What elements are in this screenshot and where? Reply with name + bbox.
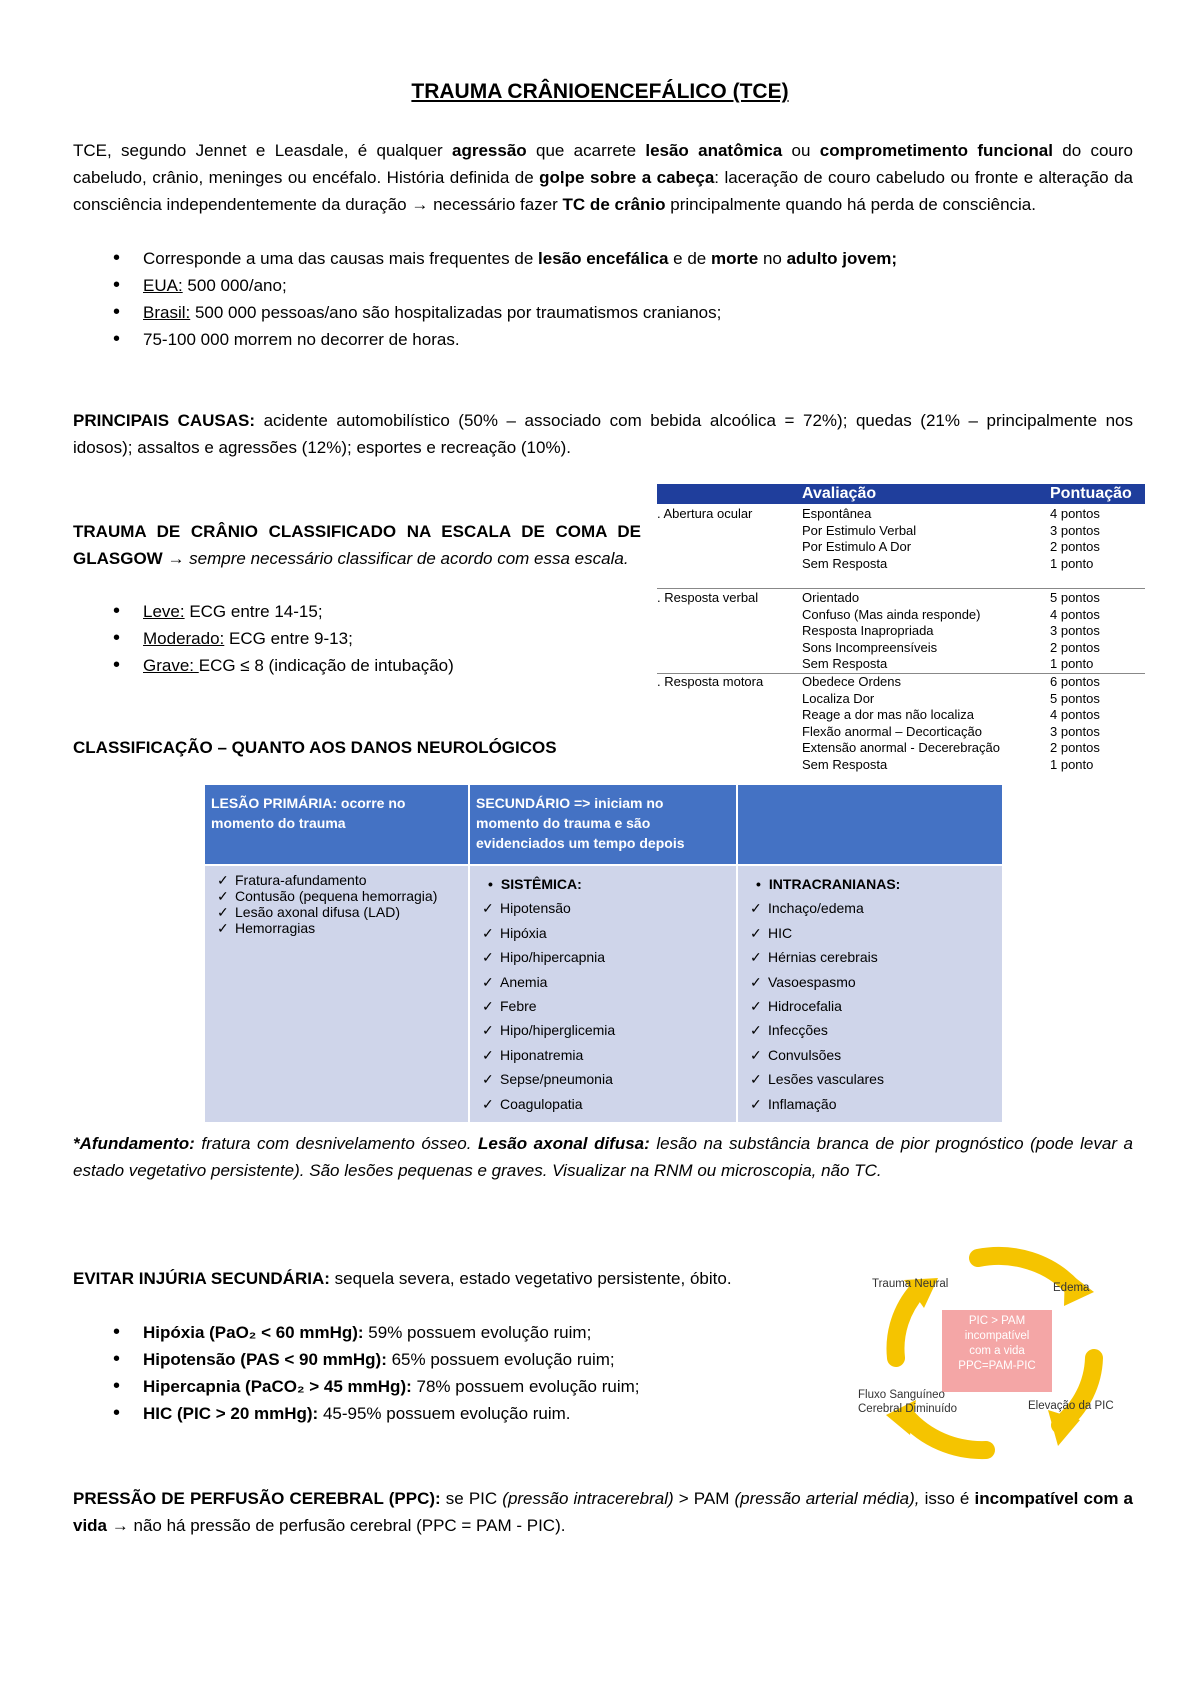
points-value: 1 ponto — [1050, 756, 1094, 772]
item-label: Orientado — [802, 590, 860, 605]
causes-text: acidente automobilístico (50% – associado com bebida alcoólica = 72%); quedas (21% – principalmente nos idosos); assaltos e agressões (12%); esportes e recreação (10%). — [73, 411, 1134, 457]
intro-bullet-list — [73, 245, 1133, 353]
column-header: Avaliação — [802, 485, 877, 502]
points-value: 1 ponto — [1050, 656, 1094, 671]
points-value: 3 pontos — [1050, 723, 1100, 739]
glasgow-scale-table — [657, 484, 1145, 774]
ppc-italic: (pressão arterial média), — [734, 1489, 920, 1508]
points-value: 3 pontos — [1050, 623, 1100, 638]
item-label: Por Estimulo Verbal — [802, 522, 917, 538]
cycle-node-label: Trauma Neural — [872, 1278, 949, 1290]
note-text: lesão na substância branca de pior prognóstico (pode levar a estado vegetativo persistente). São lesões pequenas e graves. Visualizar na RNM ou microscopia, não TC. — [73, 1134, 1133, 1180]
cycle-node-label: Elevação da PIC — [1028, 1400, 1114, 1412]
points-value: 2 pontos — [1050, 639, 1100, 655]
list-item — [73, 652, 641, 679]
glasgow-note: sempre necessário classificar de acordo com essa escala. — [184, 549, 629, 568]
classification-table — [205, 785, 1002, 1122]
list-item: ✓ Fratura-afundamento — [217, 872, 464, 888]
bullet-label: Brasil: — [143, 303, 191, 322]
secondary-list — [73, 1319, 828, 1427]
level-label: Grave: — [143, 656, 199, 675]
list-item: ✓ HIC — [750, 921, 998, 945]
ppc-text: isso é — [919, 1489, 975, 1508]
intracranial-column — [738, 785, 1002, 1122]
list-item: ✓ Hidrocefalia — [750, 994, 998, 1018]
glasgow-paragraph — [73, 518, 641, 572]
cycle-node-label: Fluxo Sanguíneo Cerebral Diminuído — [858, 1389, 958, 1415]
secondary-text: sequela severa, estado vegetativo persistente, óbito. — [329, 1269, 732, 1288]
list-item — [73, 1319, 828, 1346]
list-item: ✓ Contusão (pequena hemorragia) — [217, 888, 464, 904]
list-item: ✓ Hipo/hipercapnia — [482, 945, 732, 969]
cycle-node-label: Edema — [1053, 1282, 1090, 1294]
intro-text: TCE, segundo Jennet e Leasdale, é qualquer — [73, 141, 452, 160]
list-item: ✓ Inflamação — [750, 1092, 998, 1116]
secondary-paragraph — [73, 1265, 828, 1292]
bullet-bold: adulto jovem; — [786, 249, 898, 268]
arrow-icon: → — [411, 195, 429, 214]
column-header: Pontuação — [1050, 485, 1132, 502]
list-item — [73, 299, 1133, 326]
item-label: Localiza Dor — [802, 690, 875, 706]
list-item: ✓ Lesões vasculares — [750, 1067, 998, 1091]
list-item: ✓ Coagulopatia — [482, 1092, 732, 1116]
item-label: Reage a dor mas não localiza — [802, 707, 974, 722]
ppc-text: não há pressão de perfusão cerebral (PPC = PAM - PIC). — [128, 1516, 566, 1535]
item-bold: HIC (PIC > 20 mmHg): — [143, 1404, 319, 1423]
level-label: Moderado: — [143, 629, 225, 648]
item-label: Sem Resposta — [802, 656, 888, 671]
primary-column — [205, 785, 468, 1122]
center-line: PPC=PAM-PIC — [958, 1360, 1036, 1372]
intro-text: que acarrete — [526, 141, 646, 160]
column-header: LESÃO PRIMÁRIA: ocorre no momento do trauma — [205, 785, 468, 864]
note-bold: Lesão axonal difusa: — [477, 1134, 650, 1153]
intro-text: : laceração de couro cabeludo ou fronte e alteração da consciência independentemente da duração — [73, 168, 1133, 214]
list-item: ✓ Anemia — [482, 970, 732, 994]
intro-text: principalmente quando há perda de consciência. — [665, 195, 1036, 214]
item-label: Espontânea — [802, 506, 872, 521]
bullet-text: e de — [668, 249, 711, 268]
points-value: 1 ponto — [1050, 555, 1094, 571]
list-item: ✓ Lesão axonal difusa (LAD) — [217, 904, 464, 920]
items-column — [802, 590, 981, 673]
intro-text: do couro cabeludo, crânio, meninges ou encéfalo. História definida de — [73, 141, 1133, 187]
note-bold: *Afundamento: — [73, 1134, 195, 1153]
note-paragraph — [73, 1130, 1133, 1184]
center-line: com a vida — [969, 1345, 1025, 1357]
points-value: 3 pontos — [1050, 522, 1100, 538]
list-item: ✓ Hipotensão — [482, 896, 732, 920]
arrow-icon: → — [111, 1516, 129, 1535]
ppc-bold: incompatível com a vida — [73, 1489, 1133, 1535]
list-item — [73, 1400, 828, 1427]
arrow-icon: → — [167, 549, 185, 568]
bullet-text: 500 000/ano; — [182, 276, 287, 295]
page-title: TRAUMA CRÂNIOENCEFÁLICO (TCE) — [411, 80, 789, 103]
list-item: ✓ Hemorragias — [217, 920, 464, 936]
divider — [657, 588, 1145, 589]
points-column — [1050, 506, 1100, 572]
item-text: 59% possuem evolução ruim; — [363, 1323, 592, 1342]
points-value: 2 pontos — [1050, 539, 1100, 554]
list-item: ✓ Febre — [482, 994, 732, 1018]
category-label: . Resposta verbal — [657, 590, 759, 605]
ppc-italic: (pressão intracerebral) — [502, 1489, 674, 1508]
intro-bold: comprometimento funcional — [819, 141, 1053, 160]
column-body — [205, 866, 468, 1122]
group-title: • INTRACRANIANAS: — [750, 872, 998, 896]
item-label: Extensão anormal - Decerebração — [802, 740, 1000, 755]
items-column — [802, 506, 916, 572]
category-label: . Abertura ocular — [657, 506, 753, 521]
bullet-text: 500 000 pessoas/ano são hospitalizadas por traumatismos cranianos; — [190, 303, 722, 322]
item-label: Por Estimulo A Dor — [802, 539, 912, 554]
glasgow-title: TRAUMA DE CRÂNIO CLASSIFICADO NA ESCALA DE COMA DE GLASGOW — [73, 522, 641, 568]
ppc-label: PRESSÃO DE PERFUSÃO CEREBRAL (PPC): — [73, 1489, 441, 1508]
bullet-bold: lesão encefálica — [538, 249, 669, 268]
cycle-center-text — [942, 1314, 1052, 1374]
center-line: incompatível — [964, 1330, 1030, 1342]
item-bold: Hipotensão (PAS < 90 mmHg): — [143, 1350, 387, 1369]
ppc-paragraph — [73, 1485, 1133, 1539]
item-bold: Hipercapnia (PaCO₂ > 45 mmHg): — [143, 1377, 412, 1396]
points-value: 5 pontos — [1050, 690, 1100, 706]
note-text: fratura com desnivelamento ósseo. — [194, 1134, 478, 1153]
list-item: ✓ Hiponatremia — [482, 1043, 732, 1067]
intro-paragraph — [73, 137, 1133, 218]
ppc-text: > PAM — [673, 1489, 735, 1508]
bullet-label: EUA: — [143, 276, 183, 295]
points-value: 4 pontos — [1050, 606, 1100, 622]
intro-bold: TC de crânio — [562, 195, 666, 214]
points-column — [1050, 674, 1100, 773]
item-label: Sem Resposta — [802, 756, 888, 772]
points-column — [1050, 590, 1100, 673]
group-title: • SISTÊMICA: — [482, 872, 732, 896]
causes-label: PRINCIPAIS CAUSAS: — [73, 411, 256, 430]
points-value: 2 pontos — [1050, 740, 1100, 755]
list-item — [73, 625, 641, 652]
column-body — [738, 866, 1002, 1122]
list-item — [73, 1373, 828, 1400]
list-item: ✓ Hipo/hiperglicemia — [482, 1018, 732, 1042]
list-item — [73, 1346, 828, 1373]
points-value: 4 pontos — [1050, 707, 1100, 722]
intro-bold: agressão — [452, 141, 527, 160]
glasgow-levels-list — [73, 598, 641, 679]
item-label: Obedece Ordens — [802, 674, 902, 689]
level-text: ECG entre 14-15; — [184, 602, 323, 621]
bullet-text: no — [758, 249, 787, 268]
cycle-arc-right — [1060, 1358, 1094, 1425]
center-line: PIC > PAM — [968, 1315, 1026, 1327]
list-item: ✓ Hérnias cerebrais — [750, 945, 998, 969]
item-label: Sem Resposta — [802, 555, 888, 571]
list-item — [73, 326, 1133, 353]
systemic-column — [470, 785, 736, 1122]
item-text: 65% possuem evolução ruim; — [386, 1350, 615, 1369]
category-label: . Resposta motora — [657, 674, 764, 689]
cycle-arc-left — [895, 1290, 918, 1358]
column-header: SECUNDÁRIO => iniciam no momento do trauma e são evidenciados um tempo depois — [470, 785, 736, 864]
causes-paragraph — [73, 407, 1133, 461]
list-item: ✓ Sepse/pneumonia — [482, 1067, 732, 1091]
item-bold: Hipóxia (PaO₂ < 60 mmHg): — [143, 1323, 364, 1342]
intro-bold: golpe sobre a cabeça — [539, 168, 715, 187]
points-value: 4 pontos — [1050, 506, 1100, 521]
items-column — [802, 674, 1000, 773]
level-text: ECG entre 9-13; — [224, 629, 353, 648]
bullet-text: 75-100 000 morrem no decorrer de horas. — [143, 330, 460, 349]
list-item: ✓ Inchaço/edema — [750, 896, 998, 920]
item-text: 45-95% possuem evolução ruim. — [318, 1404, 571, 1423]
item-text: 78% possuem evolução ruim; — [411, 1377, 640, 1396]
cycle-arc-bottom — [906, 1416, 986, 1450]
list-item — [73, 272, 1133, 299]
list-item: ✓ Vasoespasmo — [750, 970, 998, 994]
column-header — [738, 785, 1002, 864]
item-label: Flexão anormal – Decorticação — [802, 723, 982, 739]
classification-title: CLASSIFICAÇÃO – QUANTO AOS DANOS NEUROLÓGICOS — [73, 738, 557, 757]
list-item — [73, 245, 1133, 272]
points-value: 6 pontos — [1050, 674, 1100, 689]
table-header — [657, 484, 1145, 504]
item-label: Resposta Inapropriada — [802, 623, 934, 638]
item-label: Sons Incompreensíveis — [802, 639, 938, 655]
intro-text: ou — [782, 141, 820, 160]
points-value: 5 pontos — [1050, 590, 1100, 605]
intro-bold: lesão anatômica — [645, 141, 783, 160]
level-text: ECG ≤ 8 (indicação de intubação) — [198, 656, 454, 675]
cycle-diagram — [858, 1240, 1133, 1465]
list-item: ✓ Infecções — [750, 1018, 998, 1042]
secondary-label: EVITAR INJÚRIA SECUNDÁRIA: — [73, 1269, 330, 1288]
ppc-text: se PIC — [440, 1489, 503, 1508]
list-item: ✓ Convulsões — [750, 1043, 998, 1067]
column-body — [470, 866, 736, 1122]
list-item: ✓ Hipóxia — [482, 921, 732, 945]
level-label: Leve: — [143, 602, 185, 621]
intro-text: necessário fazer — [428, 195, 563, 214]
bullet-bold: morte — [710, 249, 759, 268]
list-item — [73, 598, 641, 625]
bullet-text: Corresponde a uma das causas mais frequentes de — [143, 249, 539, 268]
item-label: Confuso (Mas ainda responde) — [802, 606, 981, 622]
